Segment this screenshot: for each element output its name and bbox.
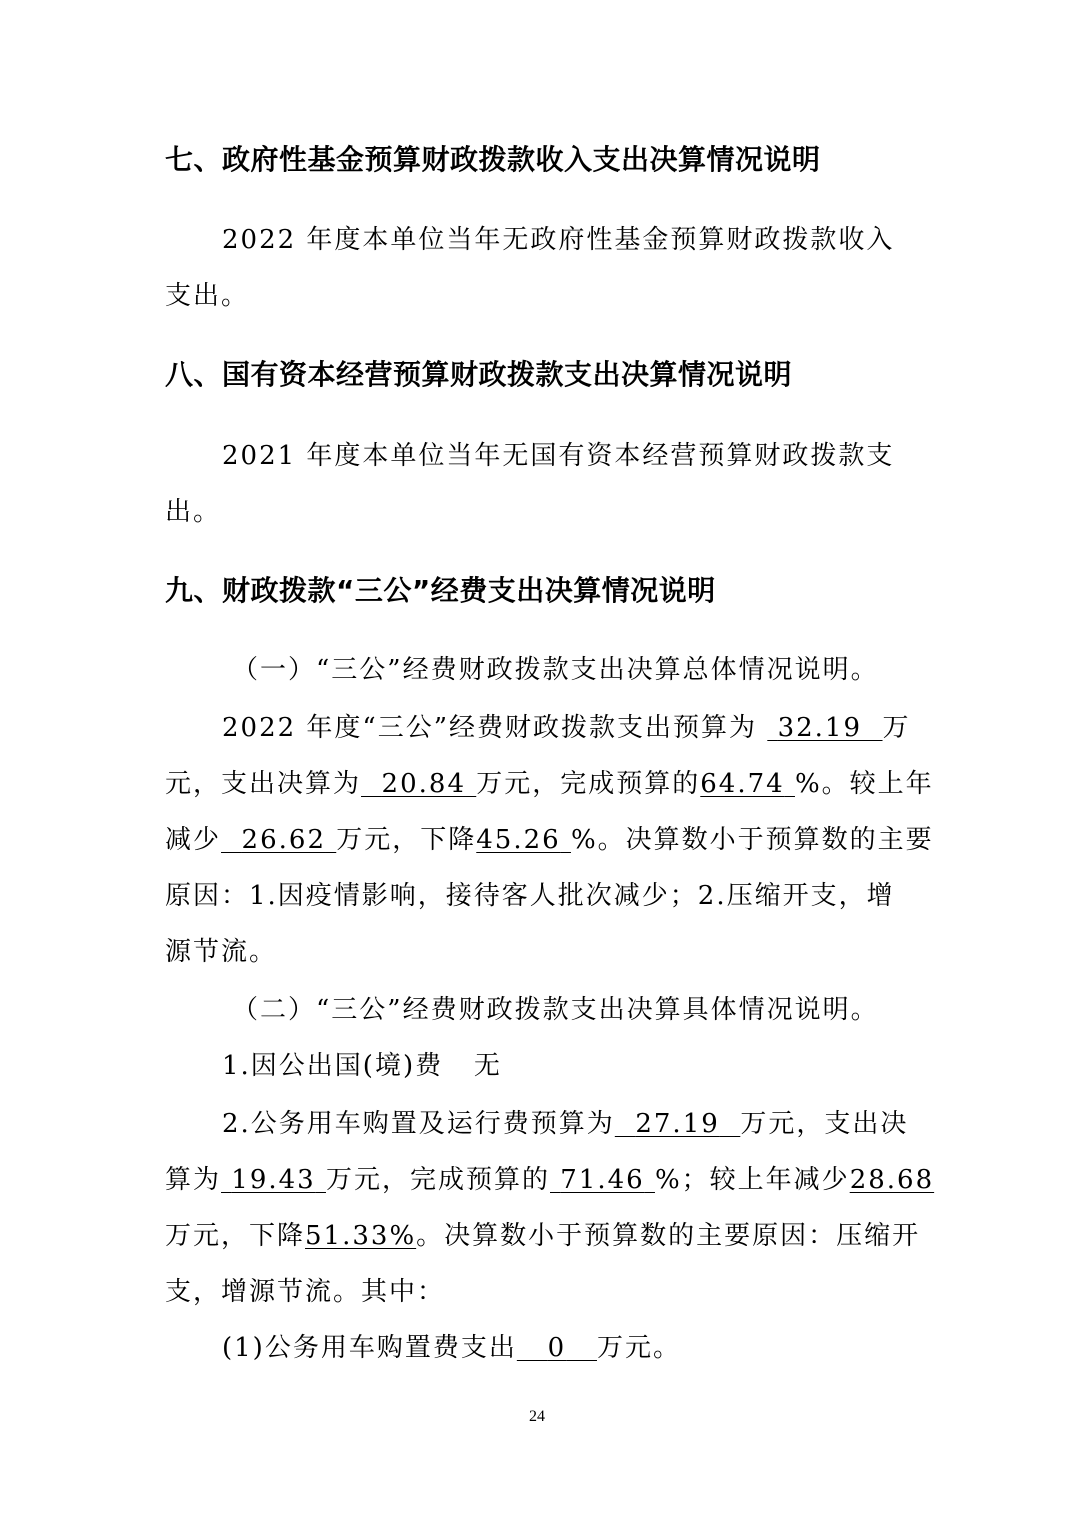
section-9-heading: 九、财政拨款“三公”经费支出决算情况说明 [165,574,716,607]
text: %；较上年减少 [654,1165,850,1195]
overall-paragraph-line-5: 源节流。 [165,937,278,967]
text: (1)公务用车购置费支出 [222,1333,517,1363]
vehicle-decline-rate: 51.33% [305,1221,417,1251]
section-8-text-line-1: 2021 年度本单位当年无国有资本经营预算财政拨款支 [222,441,895,471]
text: 减少 [165,825,222,855]
text: 万元。 [596,1333,681,1363]
text: 。决算数小于预算数的主要原因：压缩开 [416,1221,921,1251]
vehicle-actual-amount: 19.43 [231,1165,316,1195]
text: 万元，支出决 [740,1109,909,1139]
text: 万元，完成预算的 [325,1165,550,1195]
item-1-label: 1.因公出国(境)费 [222,1051,444,1081]
overall-paragraph-line-2 [165,764,934,804]
vehicle-paragraph-line-1 [222,1104,908,1144]
vehicle-purchase-amount: 0 [547,1333,567,1363]
budget-amount: 32.19 [777,713,862,743]
vehicle-decrease-amount: 28.68 [849,1165,935,1195]
page-number: 24 [529,1408,545,1425]
text: 万元，下降 [165,1221,306,1251]
item-1-value: 无 [473,1051,502,1081]
overall-paragraph-line-4: 原因：1.因疫情影响，接待客人批次减少；2.压缩开支，增 [165,881,895,911]
text: %。决算数小于预算数的主要 [570,825,934,855]
subsection-2-heading: （二）“三公”经费财政拨款支出决算具体情况说明。 [232,995,879,1025]
section-8-heading: 八、国有资本经营预算财政拨款支出决算情况说明 [165,358,793,391]
text: %。较上年 [794,769,934,799]
text: 算为 [165,1165,222,1195]
text: 万元，完成预算的 [476,769,701,799]
completion-rate: 64.74 [700,769,785,799]
subsection-1-heading: （一）“三公”经费财政拨款支出决算总体情况说明。 [232,655,879,685]
text: 万元，下降 [336,825,477,855]
overall-paragraph-line-3 [165,820,934,860]
vehicle-budget-amount: 27.19 [635,1109,720,1139]
section-7-text-line-2: 支出。 [165,281,250,311]
section-7-heading: 七、政府性基金预算财政拨款收入支出决算情况说明 [165,143,821,176]
item-1-line [222,1046,502,1086]
section-8-text-line-2: 出。 [165,497,222,527]
actual-amount: 20.84 [381,769,466,799]
vehicle-paragraph-line-2 [165,1160,934,1200]
vehicle-paragraph-line-3 [165,1216,920,1256]
section-7-text-line-1: 2022 年度本单位当年无政府性基金预算财政拨款收入 [222,225,895,255]
text: 2022 年度“三公”经费财政拨款支出预算为 [222,713,758,743]
decrease-amount: 26.62 [241,825,326,855]
decline-rate: 45.26 [476,825,561,855]
vehicle-paragraph-line-4: 支，增源节流。其中： [165,1277,446,1307]
vehicle-purchase-line [222,1328,681,1368]
vehicle-completion-rate: 71.46 [560,1165,645,1195]
text: 元，支出决算为 [165,769,362,799]
text: 2.公务用车购置及运行费预算为 [222,1109,615,1139]
text: 万 [882,713,911,743]
overall-paragraph-line-1 [222,708,911,748]
